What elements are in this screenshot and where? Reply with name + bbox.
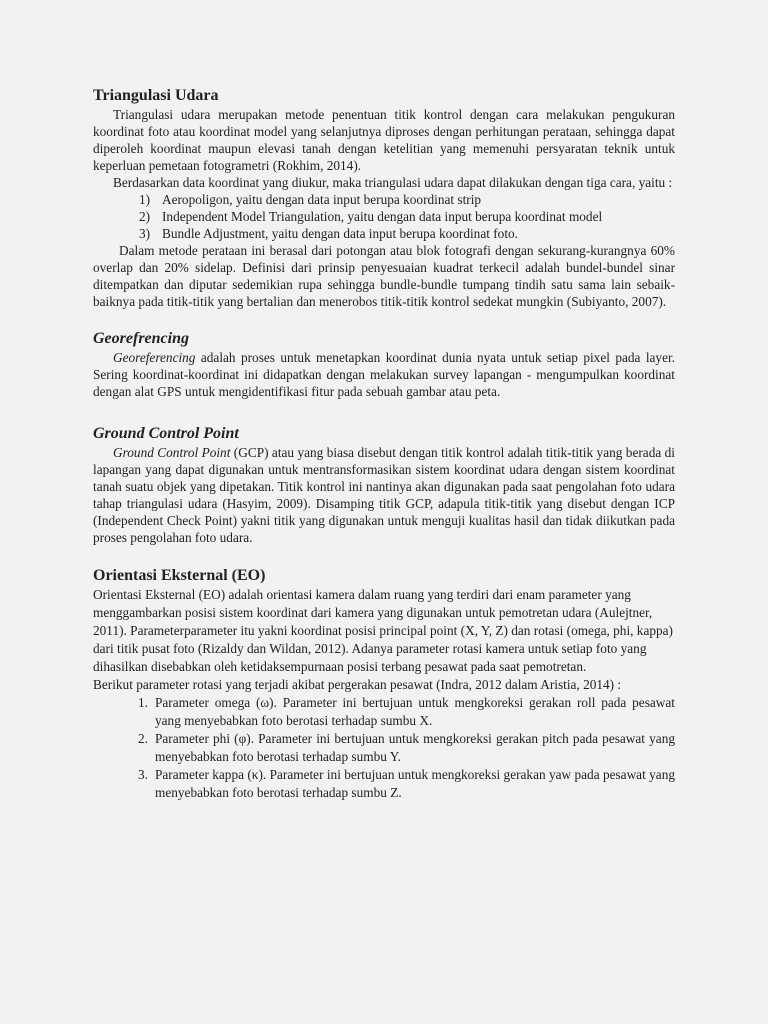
section-title-triangulasi: Triangulasi Udara <box>93 87 219 104</box>
list-item <box>93 191 675 208</box>
paragraph-text: (GCP) atau yang biasa disebut dengan titik kontrol adalah titik-titik yang berada di lapangan yang dapat digunakan untuk mentransformasikan sistem koordinat udara dengan sistem koordinat tanah suatu objek yang dipetakan. Titik kontrol ini nantinya akan digunakan pada saat pengolahan foto udara tahap triangulasi udara (Hasyim, 2009). Disamping titik GCP, adapula titik-titik yang disebut dengan ICP (Independent Check Point) yakni titik yang digunakan untuk menguji kualitas hasil dan tidak diikutkan pada proses pengolahan foto udara. <box>93 445 675 545</box>
list-number: 3) <box>139 226 151 241</box>
paragraph: Berdasarkan data koordinat yang diukur, maka triangulasi udara dapat dilakukan dengan tiga cara, yaitu : <box>113 175 673 190</box>
italic-term: Georeferencing <box>113 350 196 365</box>
list-text: Parameter omega (ω). Parameter ini bertujuan untuk mengkoreksi gerakan roll pada pesawat yang menyebabkan foto berotasi terhadap sumbu X. <box>155 695 675 728</box>
paragraph: Berikut parameter rotasi yang terjadi akibat pergerakan pesawat (Indra, 2012 dalam Aristia, 2014) : <box>93 677 622 692</box>
paragraph <box>93 444 675 546</box>
list-item <box>93 225 675 242</box>
paragraph: Triangulasi udara merupakan metode penentuan titik kontrol dengan cara melakukan pengukuran koordinat foto atau koordinat model yang selanjutnya diproses dengan perhitungan perataan, sehingga dapat diperoleh koordinat maupun elevasi tanah dengan ketelitian yang memenuhi persyaratan teknik untuk keperluan pemetaan fotogrametri (Rokhim, 2014). <box>93 107 675 173</box>
list-number: 1) <box>139 192 151 207</box>
list-text: Bundle Adjustment, yaitu dengan data input berupa koordinat foto. <box>162 226 518 241</box>
list-number: 1. <box>138 695 148 710</box>
paragraph-text: adalah proses untuk menetapkan koordinat dunia nyata untuk setiap pixel pada layer. Sering koordinat-koordinat ini didapatkan dengan melakukan survey lapangan - mengumpulkan koordinat dengan alat GPS untuk mengidentifikasi fitur pada sebuah gambar atau peta. <box>93 350 675 399</box>
numbered-list <box>93 694 675 802</box>
paragraph: Dalam metode perataan ini berasal dari potongan atau blok fotografi dengan sekurang-kurangnya 60% overlap dan 20% sidelap. Definisi dari prinsip penyesuaian kuadrat terkecil adalah bundel-bundel sinar ditempatkan dan diputar sedemikian rupa sehingga bundle-bundle tumpang tindih satu sama lain sebaik-baiknya pada titik-titik yang bertalian dan menerobos titik-titik kontrol sedekat mungkin (Subiyanto, 2007). <box>93 243 675 309</box>
list-number: 2) <box>139 209 151 224</box>
italic-term: Ground Control Point <box>113 445 231 460</box>
section-title-gcp: Ground Control Point <box>93 425 239 442</box>
numbered-list <box>93 191 675 242</box>
list-item <box>93 208 675 225</box>
paragraph: Orientasi Eksternal (EO) adalah orientasi kamera dalam ruang yang terdiri dari enam parameter yang menggambarkan posisi sistem koordinat dari kamera yang digunakan untuk pemotretan udara (Aulejtner, 2011). Parameterparameter itu yakni koordinat posisi principal point (X, Y, Z) dan rotasi (omega, phi, kappa) dari titik pusat foto (Rizaldy dan Wildan, 2012). Adanya parameter rotasi kamera untuk setiap foto yang dihasilkan disebabkan oleh ketidaksempurnaan posisi terbang pesawat pada saat pemotretan. <box>93 587 673 674</box>
paragraph <box>93 349 675 400</box>
list-text: Parameter kappa (κ). Parameter ini bertujuan untuk mengkoreksi gerakan yaw pada pesawat yang menyebabkan foto berotasi terhadap sumbu Z. <box>155 767 675 800</box>
list-text: Independent Model Triangulation, yaitu dengan data input berupa koordinat model <box>162 209 603 224</box>
list-number: 2. <box>138 731 148 746</box>
list-item <box>93 694 675 730</box>
section-title-eo: Orientasi Eksternal (EO) <box>93 567 266 584</box>
list-item <box>93 766 675 802</box>
list-item <box>93 730 675 766</box>
list-text: Aeropoligon, yaitu dengan data input berupa koordinat strip <box>162 192 482 207</box>
eo-body <box>93 586 675 802</box>
section-title-georeferencing: Georefrencing <box>93 330 189 347</box>
list-text: Parameter phi (φ). Parameter ini bertujuan untuk mengkoreksi gerakan pitch pada pesawat yang menyebabkan foto berotasi terhadap sumbu Y. <box>155 731 675 764</box>
list-number: 3. <box>138 767 148 782</box>
